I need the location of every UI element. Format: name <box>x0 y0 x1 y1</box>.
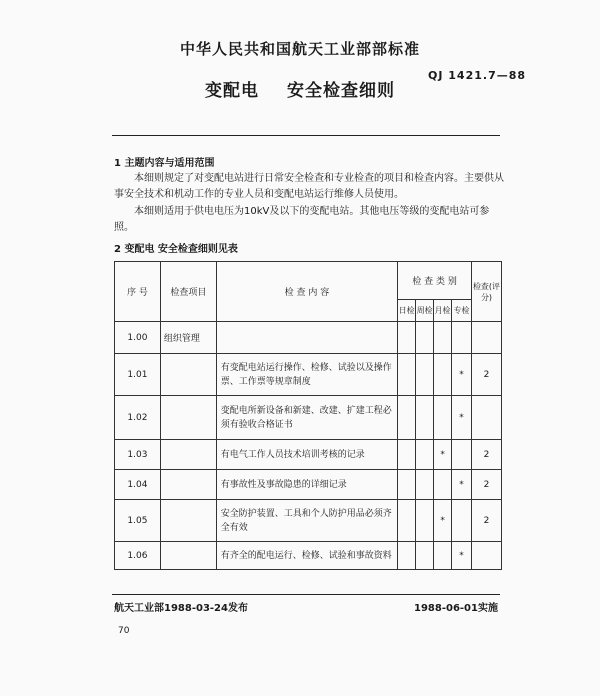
row-monthly: * <box>434 500 452 542</box>
row-score: 2 <box>472 354 502 396</box>
footer-divider <box>112 594 500 595</box>
row-monthly <box>434 396 452 440</box>
issue-date: 航天工业部1988-03-24发布 <box>114 603 248 614</box>
row-item <box>160 354 216 396</box>
row-special: * <box>452 354 472 396</box>
header-monthly: 月检 <box>434 300 452 322</box>
header-score: 检查(评分) <box>472 262 502 322</box>
row-seq: 1.02 <box>115 396 161 440</box>
row-special: * <box>452 542 472 570</box>
row-weekly <box>416 396 434 440</box>
row-monthly: * <box>434 440 452 470</box>
row-weekly <box>416 470 434 500</box>
header-special: 专检 <box>452 300 472 322</box>
row-content: 有事故性及事故隐患的详细记录 <box>216 470 397 500</box>
row-score <box>472 542 502 570</box>
row-seq: 1.06 <box>115 542 161 570</box>
row-content: 有变配电站运行操作、检修、试验以及操作票、工作票等规章制度 <box>216 354 397 396</box>
page-number: 70 <box>118 626 130 636</box>
document-title <box>0 76 600 101</box>
row-item <box>160 440 216 470</box>
section-2-heading: 2 变配电 安全检查细则见表 <box>114 244 238 255</box>
row-score: 2 <box>472 440 502 470</box>
header-category: 检 查 类 别 <box>398 262 472 300</box>
effective-date: 1988-06-01实施 <box>414 603 498 614</box>
header-content: 检 查 内 容 <box>216 262 397 322</box>
header-daily: 日检 <box>398 300 416 322</box>
row-item <box>160 500 216 542</box>
row-monthly <box>434 354 452 396</box>
row-item <box>160 470 216 500</box>
section-1-paragraph-2: 本细则适用于供电电压为10kV及以下的变配电站。其他电压等级的变配电站可参照。 <box>114 206 490 233</box>
title-part-2: 安全检查细则 <box>287 81 395 101</box>
row-score <box>472 396 502 440</box>
row-seq: 1.00 <box>115 322 161 354</box>
row-seq: 1.04 <box>115 470 161 500</box>
row-content: 有齐全的配电运行、检修、试验和事故资料 <box>216 542 397 570</box>
header-weekly: 周检 <box>416 300 434 322</box>
inspection-table <box>114 261 502 570</box>
table-row <box>115 470 502 500</box>
standard-number: QJ 1421.7—88 <box>428 69 527 82</box>
table-row <box>115 440 502 470</box>
title-divider <box>112 135 500 136</box>
row-daily <box>398 354 416 396</box>
row-special: * <box>452 396 472 440</box>
row-item: 组织管理 <box>160 322 216 354</box>
row-score: 2 <box>472 500 502 542</box>
header-item: 检查项目 <box>160 262 216 322</box>
row-seq: 1.01 <box>115 354 161 396</box>
row-special <box>452 440 472 470</box>
row-weekly <box>416 354 434 396</box>
row-score: 2 <box>472 470 502 500</box>
table-row <box>115 542 502 570</box>
row-special <box>452 500 472 542</box>
row-weekly <box>416 542 434 570</box>
row-item <box>160 396 216 440</box>
table-row <box>115 354 502 396</box>
row-seq: 1.05 <box>115 500 161 542</box>
row-daily <box>398 470 416 500</box>
row-daily <box>398 542 416 570</box>
section-1-paragraph-1: 本细则规定了对变配电站进行日常安全检查和专业检查的项目和检查内容。主要供从事安全技术和机动工作的专业人员和变配电站运行维修人员使用。 <box>114 173 504 200</box>
row-content: 安全防护装置、工具和个人防护用品必须齐全有效 <box>216 500 397 542</box>
row-monthly <box>434 542 452 570</box>
table-row <box>115 322 502 354</box>
row-daily <box>398 396 416 440</box>
row-weekly <box>416 440 434 470</box>
row-content: 有电气工作人员技术培训考核的记录 <box>216 440 397 470</box>
organization-heading: 中华人民共和国航天工业部部标准 <box>179 40 420 58</box>
title-part-1: 变配电 <box>205 81 259 101</box>
row-weekly <box>416 322 434 354</box>
row-score <box>472 322 502 354</box>
row-daily <box>398 440 416 470</box>
row-seq: 1.03 <box>115 440 161 470</box>
table-row <box>115 500 502 542</box>
section-1-heading: 1 主题内容与适用范围 <box>114 158 215 169</box>
row-content: 变配电所新设备和新建、改建、扩建工程必须有验收合格证书 <box>216 396 397 440</box>
row-special: * <box>452 470 472 500</box>
header-seq: 序 号 <box>115 262 161 322</box>
table-row <box>115 396 502 440</box>
row-daily <box>398 322 416 354</box>
row-monthly <box>434 470 452 500</box>
row-weekly <box>416 500 434 542</box>
row-monthly <box>434 322 452 354</box>
row-item <box>160 542 216 570</box>
row-daily <box>398 500 416 542</box>
row-special <box>452 322 472 354</box>
row-content <box>216 322 397 354</box>
